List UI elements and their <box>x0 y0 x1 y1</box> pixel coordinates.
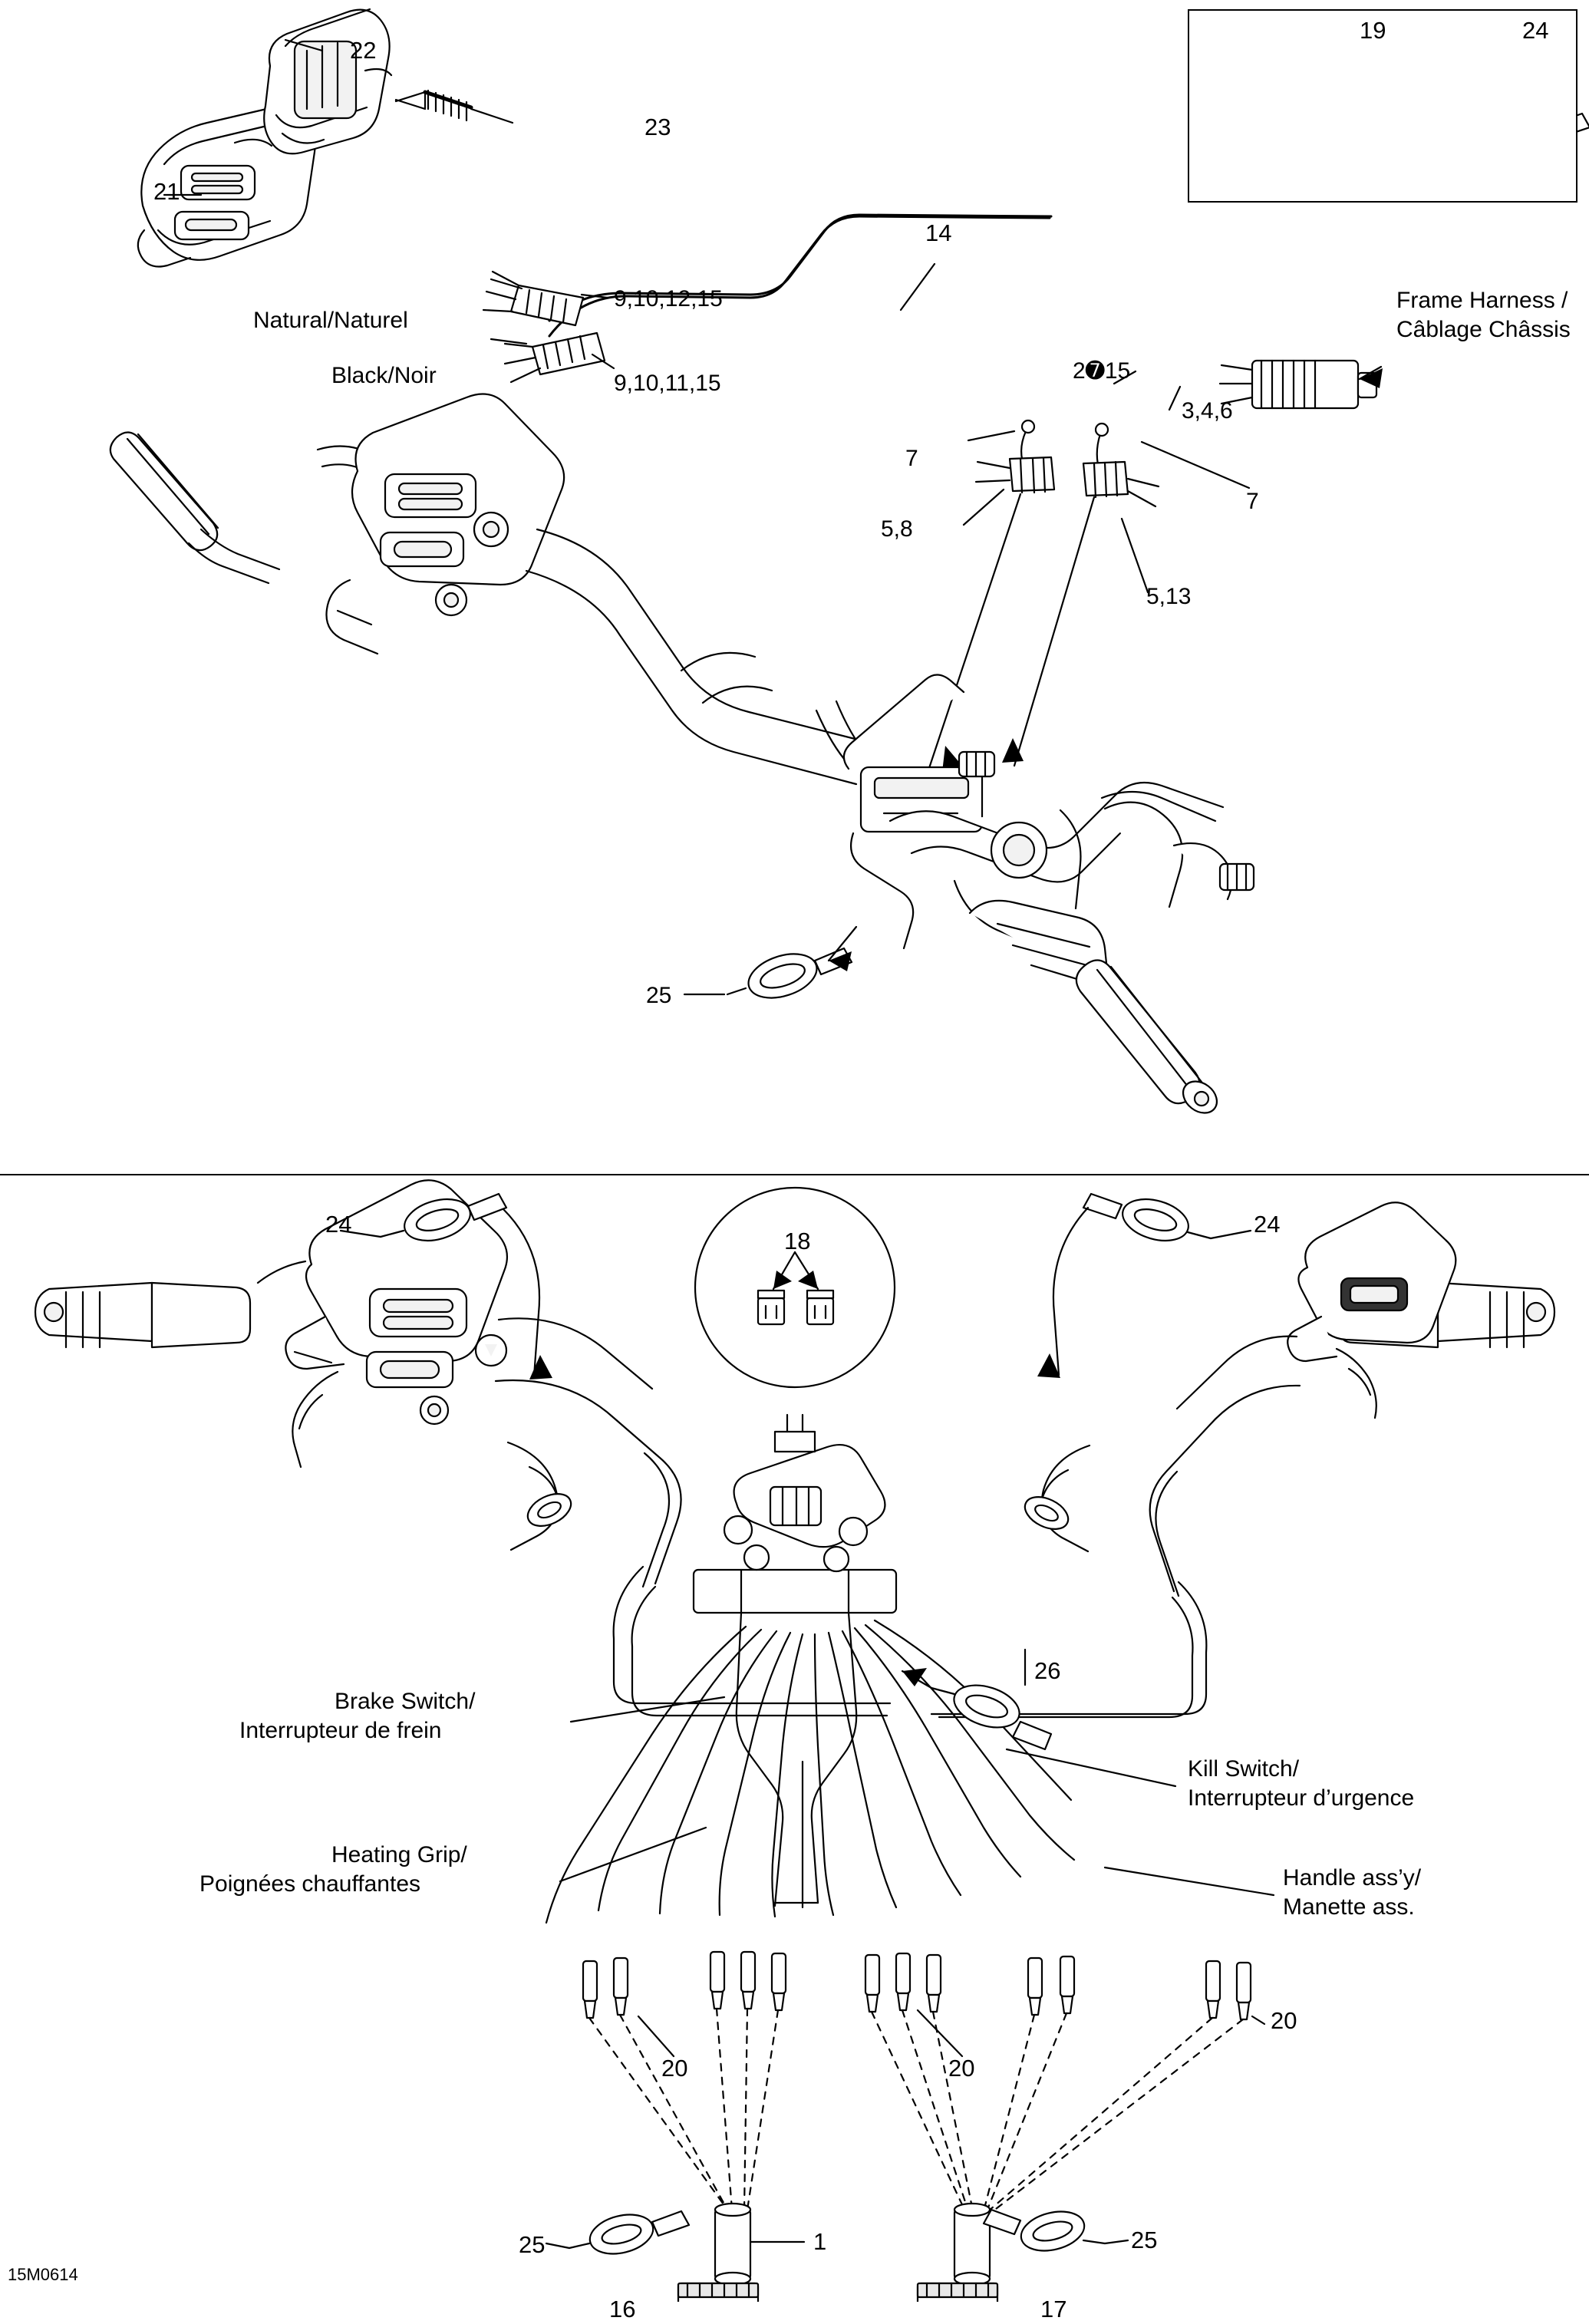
leader-black <box>491 339 526 344</box>
label-brake-switch-1: Brake Switch/ <box>335 1689 476 1714</box>
callout-23: 23 <box>645 114 671 140</box>
handlebar-bottom-right <box>931 1202 1554 1717</box>
leader-7b <box>1142 442 1249 488</box>
screw-23 <box>396 91 471 120</box>
dashed-routing <box>589 2009 1243 2211</box>
callout-9-10-12-15: 9,10,12,15 <box>614 286 723 312</box>
callout-20-c: 20 <box>1271 2007 1297 2034</box>
callout-16: 16 <box>609 2296 636 2322</box>
leader-handle-assy <box>1105 1867 1274 1895</box>
leader-24-right <box>1211 1231 1251 1238</box>
arrow-24-right <box>1053 1208 1088 1375</box>
block-16 <box>678 2283 758 2302</box>
connector-black <box>505 333 605 382</box>
block-17 <box>918 2283 997 2302</box>
detail-circle-18 <box>695 1188 895 1387</box>
sleeve-1-left <box>715 2204 750 2285</box>
label-brake-switch-2: Interrupteur de frein <box>239 1718 442 1743</box>
callout-1: 1 <box>813 2228 827 2255</box>
label-frame-harness-1: Frame Harness / <box>1396 288 1568 313</box>
leader-58b <box>964 490 1004 525</box>
label-kill-switch-1: Kill Switch/ <box>1188 1756 1300 1782</box>
handlebar-top-assembly <box>110 394 867 785</box>
leader-58 <box>928 494 1020 770</box>
leader-25-br <box>1105 2240 1128 2243</box>
callout-5-8: 5,8 <box>881 516 913 542</box>
callout-7-right: 7 <box>1246 489 1259 514</box>
label-handle-assy-2: Manette ass. <box>1283 1894 1415 1920</box>
page-footer-code: 15M0614 <box>8 2265 78 2284</box>
leader-14 <box>901 264 935 310</box>
callout-18: 18 <box>784 1228 811 1254</box>
switch-cover-22 <box>264 9 391 153</box>
callout-3-4-6: 3,4,6 <box>1182 398 1233 424</box>
callout-24-right: 24 <box>1254 1211 1281 1238</box>
leader-346 <box>1169 387 1180 410</box>
callout-20-a: 20 <box>661 2055 688 2082</box>
label-black: Black/Noir <box>331 363 437 388</box>
callout-14: 14 <box>925 219 952 246</box>
terminals-20 <box>583 1952 1251 2019</box>
section-divider <box>0 1174 1589 1175</box>
callout-25-bottom-right: 25 <box>1131 2227 1158 2253</box>
leader-heating-grip <box>560 1828 706 1881</box>
callout-19: 19 <box>1360 17 1386 44</box>
callout-25-top: 25 <box>646 983 672 1008</box>
callout-20-b: 20 <box>948 2055 975 2082</box>
arrow-24-left <box>503 1209 539 1376</box>
callout-17: 17 <box>1040 2296 1067 2322</box>
connector-346 <box>1220 361 1376 408</box>
cable-tie-25-bl <box>569 2209 689 2260</box>
cable-tie-24-right <box>1083 1192 1211 1248</box>
leader-23 <box>471 109 513 123</box>
leader-7a <box>968 431 1014 440</box>
leader-brake-switch <box>571 1697 724 1722</box>
sleeve-1-right <box>954 2204 990 2285</box>
callout-22: 22 <box>350 37 377 64</box>
connector-natural <box>483 272 583 325</box>
leader-20-b <box>918 2010 962 2056</box>
callout-26: 26 <box>1034 1657 1061 1684</box>
label-kill-switch-2: Interrupteur d’urgence <box>1188 1785 1415 1811</box>
leader-20-a <box>638 2016 674 2056</box>
leader-kill-switch <box>1007 1749 1175 1786</box>
callout-9-10-11-15: 9,10,11,15 <box>614 371 721 396</box>
callout-24-kit: 24 <box>1522 17 1549 44</box>
console-top <box>844 674 1254 1119</box>
label-heating-grip-1: Heating Grip/ <box>331 1842 467 1867</box>
callout-25-bottom-left: 25 <box>519 2231 546 2258</box>
label-natural: Natural/Naturel <box>253 308 408 333</box>
callout-5-13: 5,13 <box>1146 584 1192 609</box>
leader-513 <box>1014 497 1094 766</box>
leader-513b <box>1122 519 1148 592</box>
label-handle-assy-1: Handle ass’y/ <box>1283 1865 1422 1891</box>
wire-bundles <box>546 1620 1074 1923</box>
steering-column <box>694 1415 896 1907</box>
leader-20-c <box>1252 2016 1264 2024</box>
callout-24-left: 24 <box>325 1211 352 1238</box>
harness-14 <box>549 215 1051 336</box>
label-frame-harness-2: Câblage Châssis <box>1396 317 1571 342</box>
leader-25-bl <box>546 2243 569 2248</box>
label-heating-grip-2: Poignées chauffantes <box>199 1871 421 1897</box>
callout-21: 21 <box>153 178 180 205</box>
callout-2-15: 2➐15 <box>1073 358 1131 384</box>
callout-7-left: 7 <box>905 446 918 471</box>
cable-tie-25-br <box>984 2206 1105 2257</box>
